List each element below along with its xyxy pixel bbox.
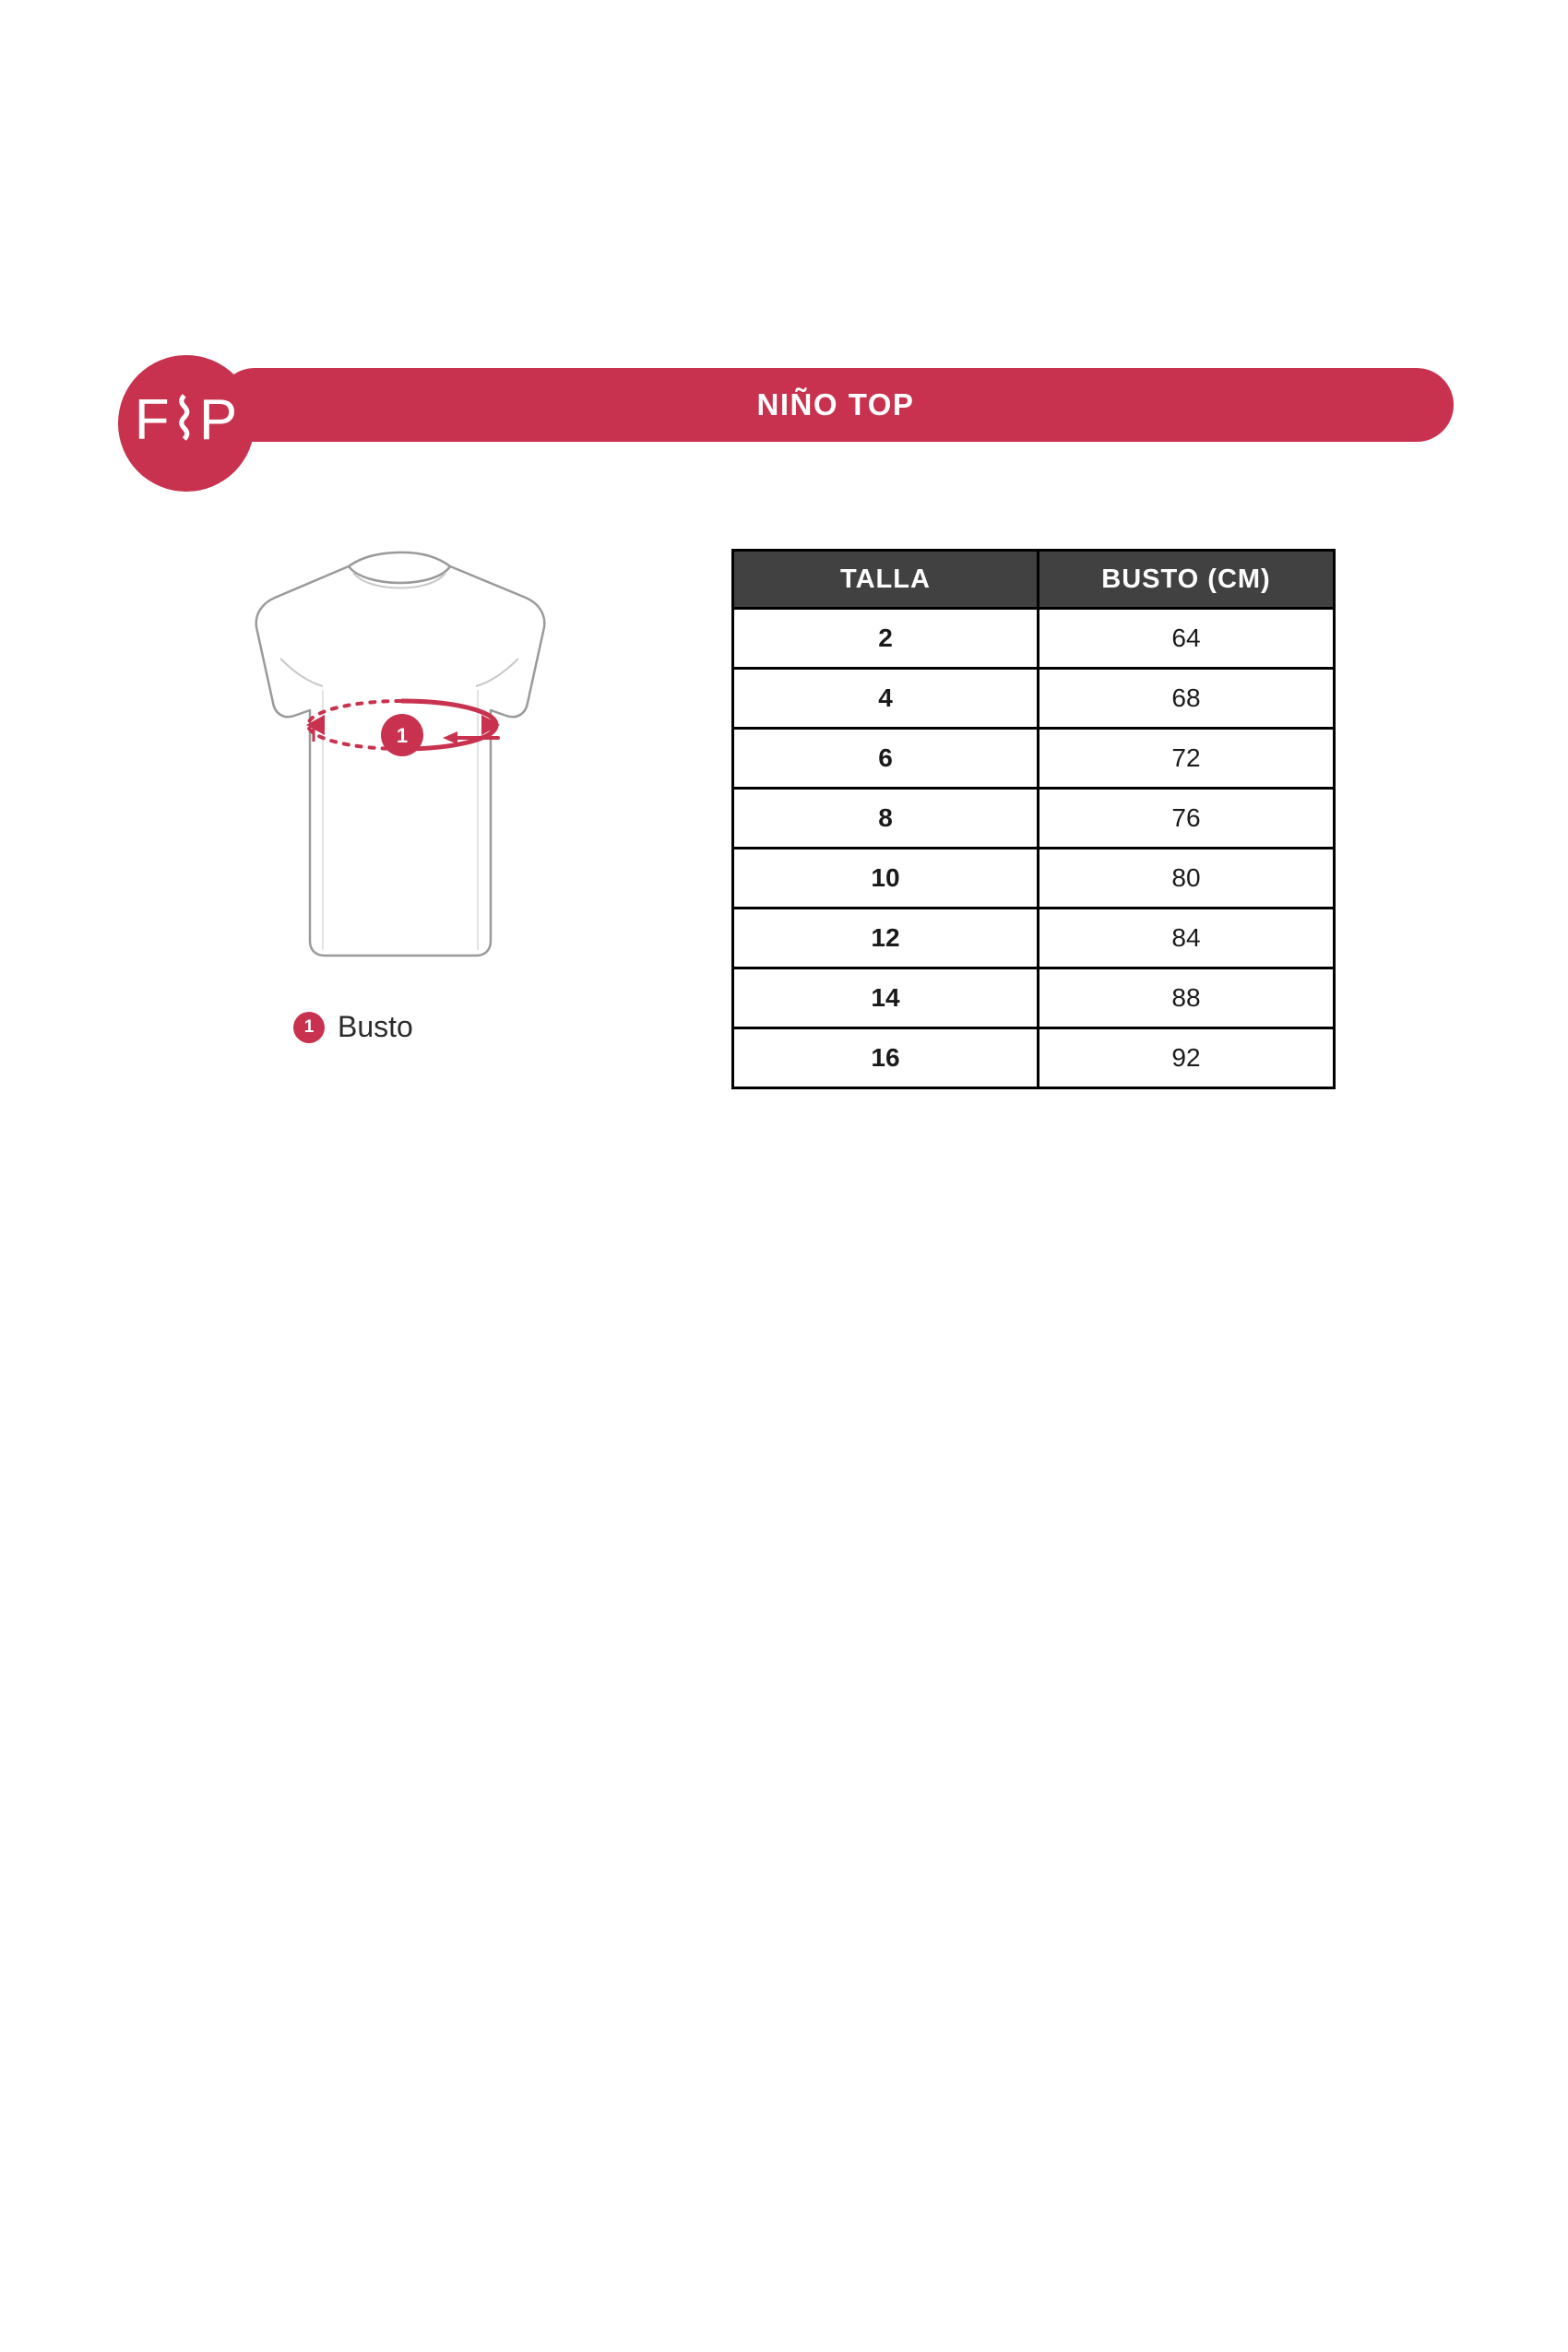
cell-busto: 84 [1039, 909, 1335, 968]
header-banner [218, 368, 1454, 442]
illustration-badge-number: 1 [396, 724, 409, 747]
legend [293, 1010, 413, 1044]
cell-busto: 76 [1039, 789, 1335, 849]
cell-talla: 12 [733, 909, 1039, 968]
page-title: NIÑO TOP [756, 387, 915, 422]
cell-talla: 2 [733, 609, 1039, 669]
table-row [733, 669, 1335, 729]
cell-busto: 88 [1039, 968, 1335, 1028]
cell-busto: 72 [1039, 729, 1335, 789]
cell-busto: 80 [1039, 849, 1335, 909]
cell-talla: 14 [733, 968, 1039, 1028]
legend-badge-1: 1 [293, 1012, 325, 1043]
size-table [731, 549, 1336, 1089]
size-table-container [731, 549, 1336, 1089]
cell-talla: 10 [733, 849, 1039, 909]
cell-talla: 8 [733, 789, 1039, 849]
cell-talla: 6 [733, 729, 1039, 789]
column-header-busto: BUSTO (CM) [1039, 551, 1335, 609]
cell-busto: 68 [1039, 669, 1335, 729]
brand-logo [118, 355, 255, 492]
cell-busto: 92 [1039, 1028, 1335, 1088]
page-header [118, 355, 1454, 455]
table-header-row [733, 551, 1335, 609]
brand-logo-text: F⌇P [134, 388, 239, 452]
table-row [733, 909, 1335, 968]
table-row [733, 729, 1335, 789]
table-row [733, 789, 1335, 849]
table-row [733, 1028, 1335, 1088]
cell-talla: 4 [733, 669, 1039, 729]
column-header-talla: TALLA [733, 551, 1039, 609]
table-row [733, 609, 1335, 669]
table-row [733, 849, 1335, 909]
garment-illustration [221, 544, 590, 968]
cell-talla: 16 [733, 1028, 1039, 1088]
legend-label-1: Busto [338, 1010, 413, 1043]
table-row [733, 968, 1335, 1028]
cell-busto: 64 [1039, 609, 1335, 669]
